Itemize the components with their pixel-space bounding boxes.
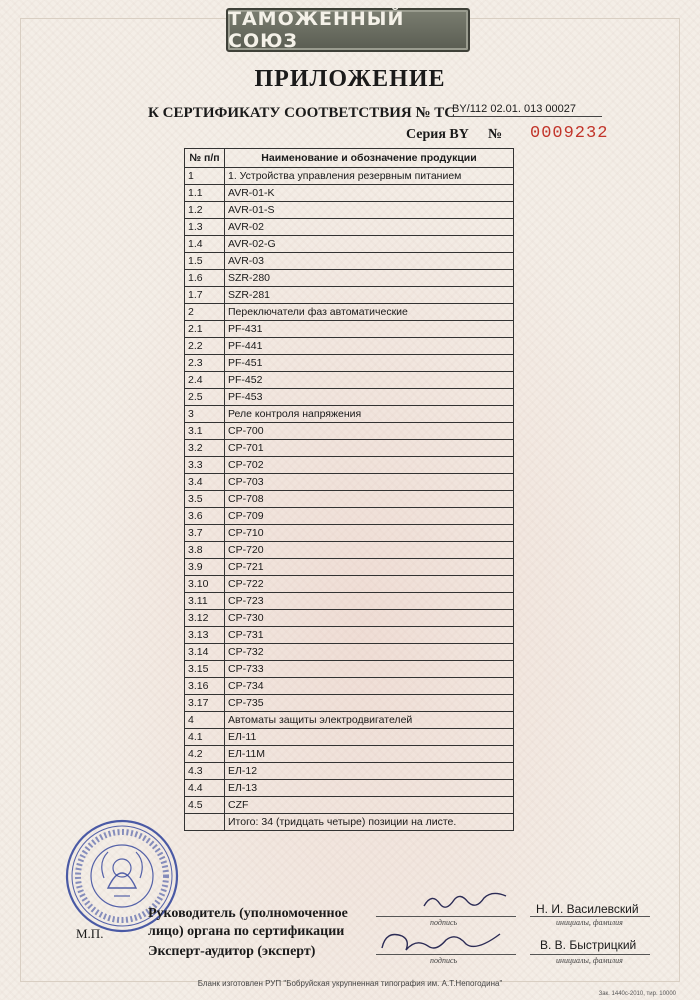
- table-row: [185, 661, 514, 678]
- row-number: 1.4: [185, 236, 225, 253]
- table-row: [185, 287, 514, 304]
- row-number: 1.5: [185, 253, 225, 270]
- row-number: 4.3: [185, 763, 225, 780]
- table-row: [185, 389, 514, 406]
- row-number: 3.14: [185, 644, 225, 661]
- row-number: 1.7: [185, 287, 225, 304]
- table-row: [185, 253, 514, 270]
- row-number: 4.1: [185, 729, 225, 746]
- row-product-name: SZR-281: [225, 287, 514, 304]
- row-product-name: CP-709: [225, 508, 514, 525]
- row-number: 2.3: [185, 355, 225, 372]
- row-product-name: CP-735: [225, 695, 514, 712]
- table-row: [185, 746, 514, 763]
- row-number: 3.16: [185, 678, 225, 695]
- row-product-name: CP-723: [225, 593, 514, 610]
- row-number: 2.2: [185, 338, 225, 355]
- series-number-label: №: [488, 127, 503, 142]
- head-label-line1: Руководитель (уполномоченное: [148, 906, 348, 921]
- row-product-name: ЕЛ-11М: [225, 746, 514, 763]
- table-row: [185, 525, 514, 542]
- row-number: 2: [185, 304, 225, 321]
- head-label-line2: лицо) органа по сертификации: [148, 924, 345, 939]
- series-label: Серия BY: [406, 127, 469, 142]
- row-number: 3.15: [185, 661, 225, 678]
- row-number: 4.4: [185, 780, 225, 797]
- row-product-name: CP-730: [225, 610, 514, 627]
- table-row: [185, 542, 514, 559]
- table-row: [185, 627, 514, 644]
- table-row: [185, 729, 514, 746]
- row-number: 3.7: [185, 525, 225, 542]
- row-number: 3.5: [185, 491, 225, 508]
- row-number: 4.5: [185, 797, 225, 814]
- customs-union-banner: [226, 8, 470, 52]
- table-row: [185, 610, 514, 627]
- row-product-name: Реле контроля напряжения: [225, 406, 514, 423]
- row-product-name: PF-431: [225, 321, 514, 338]
- expert-signature-caption: подпись: [430, 956, 458, 965]
- table-row: [185, 593, 514, 610]
- row-product-name: CP-702: [225, 457, 514, 474]
- row-number: 3.2: [185, 440, 225, 457]
- row-product-name: CP-701: [225, 440, 514, 457]
- table-row: [185, 202, 514, 219]
- expert-name-caption: инициалы, фамилия: [556, 956, 623, 965]
- row-number: 3.17: [185, 695, 225, 712]
- row-product-name: CP-722: [225, 576, 514, 593]
- row-product-name: AVR-01-S: [225, 202, 514, 219]
- row-product-name: Переключатели фаз автоматические: [225, 304, 514, 321]
- expert-signature-line: [376, 954, 516, 955]
- row-product-name: CP-710: [225, 525, 514, 542]
- certificate-number: BY/112 02.01. 013 00027: [452, 103, 602, 117]
- column-header-number: № п/п: [185, 149, 225, 168]
- table-row: [185, 338, 514, 355]
- row-product-name: CP-732: [225, 644, 514, 661]
- table-body: [185, 168, 514, 831]
- row-number: 3.10: [185, 576, 225, 593]
- column-header-name: Наименование и обозначение продукции: [225, 149, 514, 168]
- table-row: [185, 372, 514, 389]
- table-row: [185, 406, 514, 423]
- table-row: [185, 695, 514, 712]
- table-header-row: [185, 149, 514, 168]
- table-total: Итого: 34 (тридцать четыре) позиции на листе.: [225, 814, 514, 831]
- expert-name-line: [530, 954, 650, 955]
- table-row: [185, 304, 514, 321]
- row-product-name: PF-441: [225, 338, 514, 355]
- head-signature: [420, 888, 510, 916]
- row-number: 1.2: [185, 202, 225, 219]
- table-row: [185, 491, 514, 508]
- table-row: [185, 576, 514, 593]
- table-row: [185, 457, 514, 474]
- row-number: 3.11: [185, 593, 225, 610]
- table-row: [185, 440, 514, 457]
- table-row: [185, 270, 514, 287]
- row-number: 2.4: [185, 372, 225, 389]
- head-signature-line: [376, 916, 516, 917]
- table-row: [185, 355, 514, 372]
- total-row-number: [185, 814, 225, 831]
- table-row: [185, 423, 514, 440]
- table-total-row: [185, 814, 514, 831]
- table-row: [185, 559, 514, 576]
- table-row: [185, 712, 514, 729]
- table-row: [185, 321, 514, 338]
- row-product-name: CP-703: [225, 474, 514, 491]
- row-number: 2.5: [185, 389, 225, 406]
- row-number: 1.6: [185, 270, 225, 287]
- row-product-name: CP-720: [225, 542, 514, 559]
- row-product-name: ЕЛ-13: [225, 780, 514, 797]
- row-product-name: 1. Устройства управления резервным питанием: [225, 168, 514, 185]
- row-product-name: PF-453: [225, 389, 514, 406]
- row-product-name: CP-700: [225, 423, 514, 440]
- page-title: ПРИЛОЖЕНИЕ: [254, 66, 446, 92]
- row-number: 3.9: [185, 559, 225, 576]
- printer-note: Бланк изготовлен РУП "Бобруйская укрупненная типография им. А.Т.Непогодина": [197, 979, 503, 988]
- row-number: 1: [185, 168, 225, 185]
- row-product-name: PF-451: [225, 355, 514, 372]
- row-number: 2.1: [185, 321, 225, 338]
- row-product-name: CZF: [225, 797, 514, 814]
- products-table: [184, 148, 514, 831]
- table-row: [185, 644, 514, 661]
- table-row: [185, 474, 514, 491]
- head-signature-caption: подпись: [430, 918, 458, 927]
- table-row: [185, 236, 514, 253]
- page-subtitle: К СЕРТИФИКАТУ СООТВЕТСТВИЯ № ТС: [148, 105, 456, 121]
- row-number: 3.1: [185, 423, 225, 440]
- row-number: 1.1: [185, 185, 225, 202]
- row-number: 3.3: [185, 457, 225, 474]
- row-product-name: CP-733: [225, 661, 514, 678]
- row-product-name: CP-708: [225, 491, 514, 508]
- table-row: [185, 678, 514, 695]
- head-name-caption: инициалы, фамилия: [556, 918, 623, 927]
- row-number: 4.2: [185, 746, 225, 763]
- expert-label: Эксперт-аудитор (эксперт): [148, 944, 316, 959]
- row-number: 3.12: [185, 610, 225, 627]
- row-product-name: AVR-01-K: [225, 185, 514, 202]
- mp-label: М.П.: [76, 926, 104, 941]
- head-name: Н. И. Василевский: [536, 902, 639, 916]
- series-number: 0009232: [530, 124, 609, 143]
- row-product-name: SZR-280: [225, 270, 514, 287]
- row-product-name: PF-452: [225, 372, 514, 389]
- head-name-line: [530, 916, 650, 917]
- order-note: Зак. 1440с-2010, тир. 10000: [598, 991, 676, 997]
- row-product-name: AVR-03: [225, 253, 514, 270]
- row-product-name: AVR-02-G: [225, 236, 514, 253]
- row-product-name: ЕЛ-11: [225, 729, 514, 746]
- row-number: 3.4: [185, 474, 225, 491]
- row-number: 4: [185, 712, 225, 729]
- table-row: [185, 219, 514, 236]
- table-row: [185, 508, 514, 525]
- table-row: [185, 185, 514, 202]
- row-product-name: CP-721: [225, 559, 514, 576]
- row-number: 3.6: [185, 508, 225, 525]
- table-row: [185, 797, 514, 814]
- row-number: 3.8: [185, 542, 225, 559]
- row-product-name: CP-734: [225, 678, 514, 695]
- row-number: 3: [185, 406, 225, 423]
- row-product-name: ЕЛ-12: [225, 763, 514, 780]
- row-number: 3.13: [185, 627, 225, 644]
- row-product-name: AVR-02: [225, 219, 514, 236]
- row-product-name: CP-731: [225, 627, 514, 644]
- table-row: [185, 168, 514, 185]
- row-product-name: Автоматы защиты электродвигателей: [225, 712, 514, 729]
- row-number: 1.3: [185, 219, 225, 236]
- table-row: [185, 780, 514, 797]
- banner-text: ТАМОЖЕННЫЙ СОЮЗ: [228, 8, 405, 52]
- expert-name: В. В. Быстрицкий: [540, 938, 637, 952]
- table-row: [185, 763, 514, 780]
